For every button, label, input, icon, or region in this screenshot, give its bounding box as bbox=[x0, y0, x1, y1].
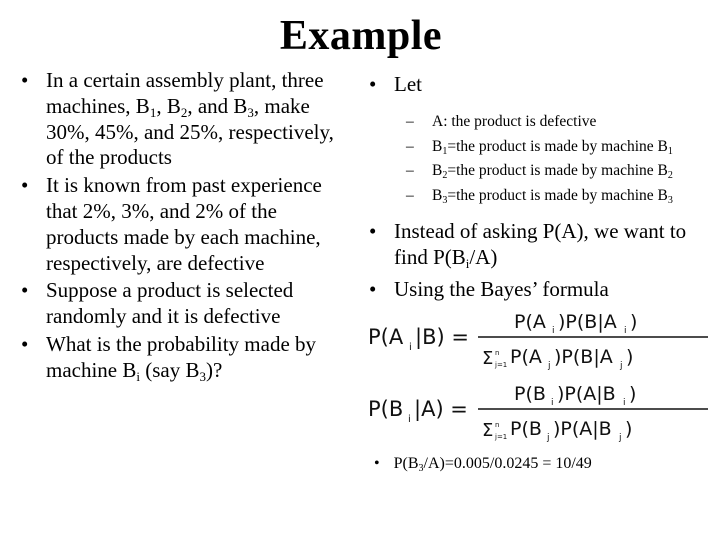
bullet-icon: • bbox=[21, 68, 29, 92]
svg-text:i: i bbox=[552, 326, 555, 336]
svg-text:j=1: j=1 bbox=[495, 361, 508, 369]
definition-b2: – $B_2=the$ product is made by machine $B_2$ bbox=[406, 159, 716, 184]
svg-text:i: i bbox=[624, 326, 627, 336]
svg-text:P(A: P(A bbox=[514, 311, 546, 333]
svg-text:): ) bbox=[630, 311, 638, 333]
bullet-assembly-plant: • In a certain assembly plant, three machines, $B_1$, $B_2$, and $B_3$, make 30%, 45%, and 25%, respectively, of the products bbox=[21, 68, 334, 170]
svg-text:n: n bbox=[495, 349, 500, 357]
bullet-question: • What is the probability made by machine $B_i$ (say $B_3$)? bbox=[21, 331, 317, 384]
bullet-bayes: • Using the Bayes’ formula bbox=[369, 276, 609, 301]
svg-text:): ) bbox=[626, 346, 634, 368]
bullet-suppose: • Suppose a product is selected randomly and it is defective bbox=[21, 278, 294, 329]
svg-text:j: j bbox=[548, 361, 551, 370]
dash-icon: – bbox=[406, 187, 414, 205]
svg-text:P(A: P(A bbox=[510, 346, 542, 368]
svg-text:)P(A|B: )P(A|B bbox=[553, 418, 612, 440]
svg-text:|A) =: |A) = bbox=[414, 397, 468, 421]
bullet-icon: • bbox=[21, 331, 29, 356]
svg-text:j: j bbox=[547, 433, 550, 442]
svg-text:): ) bbox=[629, 383, 637, 405]
svg-text:P(B: P(B bbox=[368, 397, 404, 421]
definition-b3: – $B_3=the$ product is made by machine $B_3$ bbox=[406, 184, 716, 209]
slide-title: Example bbox=[279, 13, 443, 59]
svg-text:): ) bbox=[625, 418, 633, 440]
svg-text:|B) =: |B) = bbox=[415, 325, 469, 349]
result-line: • $P(B_3/A)=0.005/0.0245 = 10/49$ bbox=[374, 455, 592, 474]
svg-text:P(A: P(A bbox=[368, 325, 404, 349]
bullet-let: • Let bbox=[369, 72, 422, 96]
svg-text:Σ: Σ bbox=[482, 348, 494, 369]
bullet-icon: • bbox=[369, 72, 377, 96]
dash-icon: – bbox=[406, 112, 414, 130]
bullet-icon: • bbox=[374, 455, 380, 472]
dash-icon: – bbox=[406, 162, 414, 180]
svg-text:Σ: Σ bbox=[482, 420, 494, 441]
svg-text:P(B: P(B bbox=[510, 418, 542, 440]
bullet-past-experience: • It is known from past experience that 2%, 3%, and 2% of the products made by each machine, respectively, are defective bbox=[21, 173, 322, 275]
definitions-list bbox=[406, 110, 716, 209]
bullet-icon: • bbox=[21, 278, 29, 303]
svg-text:P(B: P(B bbox=[514, 383, 546, 405]
svg-text:)P(B|A: )P(B|A bbox=[554, 346, 613, 368]
svg-text:i: i bbox=[551, 398, 554, 408]
svg-text:)P(A|B: )P(A|B bbox=[557, 383, 616, 405]
definition-a: – A: the product is defective bbox=[406, 110, 716, 135]
definition-b1: – $B_1=the$ product is made by machine $B_1$ bbox=[406, 135, 716, 160]
svg-text:)P(B|A: )P(B|A bbox=[558, 311, 617, 333]
left-column bbox=[18, 68, 338, 384]
svg-text:j: j bbox=[619, 433, 622, 442]
svg-text:j: j bbox=[620, 361, 623, 370]
bullet-instead: • Instead of asking P(A), we want to find $P(B_i/A)$ bbox=[369, 218, 687, 271]
svg-text:i: i bbox=[408, 414, 411, 425]
svg-text:j=1: j=1 bbox=[495, 433, 508, 441]
bullet-icon: • bbox=[369, 218, 377, 243]
bayes-formula-general bbox=[366, 308, 710, 370]
bullet-icon: • bbox=[369, 276, 377, 301]
svg-text:i: i bbox=[409, 342, 412, 353]
right-column bbox=[366, 72, 716, 302]
svg-text:n: n bbox=[495, 421, 500, 429]
svg-text:i: i bbox=[623, 398, 626, 408]
bullet-icon: • bbox=[21, 173, 29, 198]
dash-icon: – bbox=[406, 137, 414, 155]
bayes-formula-applied bbox=[366, 380, 710, 442]
